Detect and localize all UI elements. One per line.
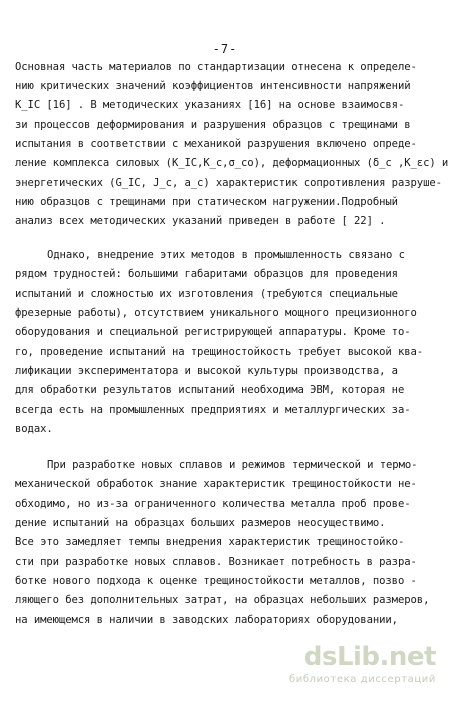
text-line: механической обработок знание характеристик трещиностойкости не- <box>15 478 417 490</box>
text-line: Однако, внедрение этих методов в промышленность связано с <box>47 249 405 261</box>
text-line: фрезерные работы), отсутствием уникального мощного прецизионного <box>15 307 417 319</box>
text-line: При разработке новых сплавов и режимов термической и термо- <box>47 459 418 471</box>
watermark <box>286 642 436 690</box>
text-line: ляющего без дополнительных затрат, на образцах небольших размеров, <box>15 594 430 606</box>
text-line: сти при разработке новых сплавов. Возникает потребность в разра- <box>15 556 417 568</box>
text-line: испытания в соответствии с механикой разрушения включено опреде- <box>15 138 417 150</box>
text-line: Все это замедляет темпы внедрения характеристик трещиностойко- <box>15 536 405 548</box>
text-line: зи процессов деформирования и разрушения образцов с трещинами в <box>15 119 411 131</box>
text-line: ботке нового подхода к оценке трещиностойкости металлов, позво - <box>15 575 417 587</box>
watermark-caption: библиотека диссертаций <box>288 674 436 685</box>
text-line: испытаний и сложностью их изготовления (требуются специальные <box>15 288 398 300</box>
text-line: ление комплекса силовых (K_IC,K_c,σ_co), деформационных (δ_c ,K_εc) и <box>15 157 449 169</box>
text-line: водах. <box>15 423 53 435</box>
text-line: нию образцов с трещинами при статическом нагружении.Подробный <box>15 196 398 208</box>
text-line: го, проведение испытаний на трещиностойкость требует высокой ква- <box>15 346 424 358</box>
text-line: энергетических (G_IC, J_c, a_c) характеристик сопротивления разруше- <box>15 177 442 189</box>
text-line: нию критических значений коэффициентов интенсивности напряжений <box>15 80 411 92</box>
text-line: для обработки результатов испытаний необходима ЭВМ, которая не <box>15 384 405 396</box>
text-line: оборудования и специальной регистрирующей аппаратуры. Кроме то- <box>15 326 411 338</box>
watermark-logo: dsLib.net <box>303 642 436 672</box>
page-number: -7- <box>212 42 238 56</box>
text-line: анализ всех методических указаний приведен в работе [ 22] . <box>15 215 386 227</box>
text-line: обходимо, но из-за ограниченного количества металла проб прове- <box>15 498 411 510</box>
text-line: на имеющемся в наличии в заводских лабораториях оборудовании, <box>15 614 398 626</box>
text-line: дение испытаний на образцах больших размеров неосуществимо. <box>15 517 386 529</box>
text-line: Основная часть материалов по стандартизации отнесена к определе- <box>15 61 417 73</box>
text-line: всегда есть на промышленных предприятиях и металлургических за- <box>15 404 411 416</box>
text-line: лификации экспериментатора и высокой культуры производства, а <box>15 365 398 377</box>
text-line: K_IC [16] . В методических указаниях [16] на основе взаимосвя- <box>15 99 405 111</box>
text-line: рядом трудностей: большими габаритами образцов для проведения <box>15 268 398 280</box>
